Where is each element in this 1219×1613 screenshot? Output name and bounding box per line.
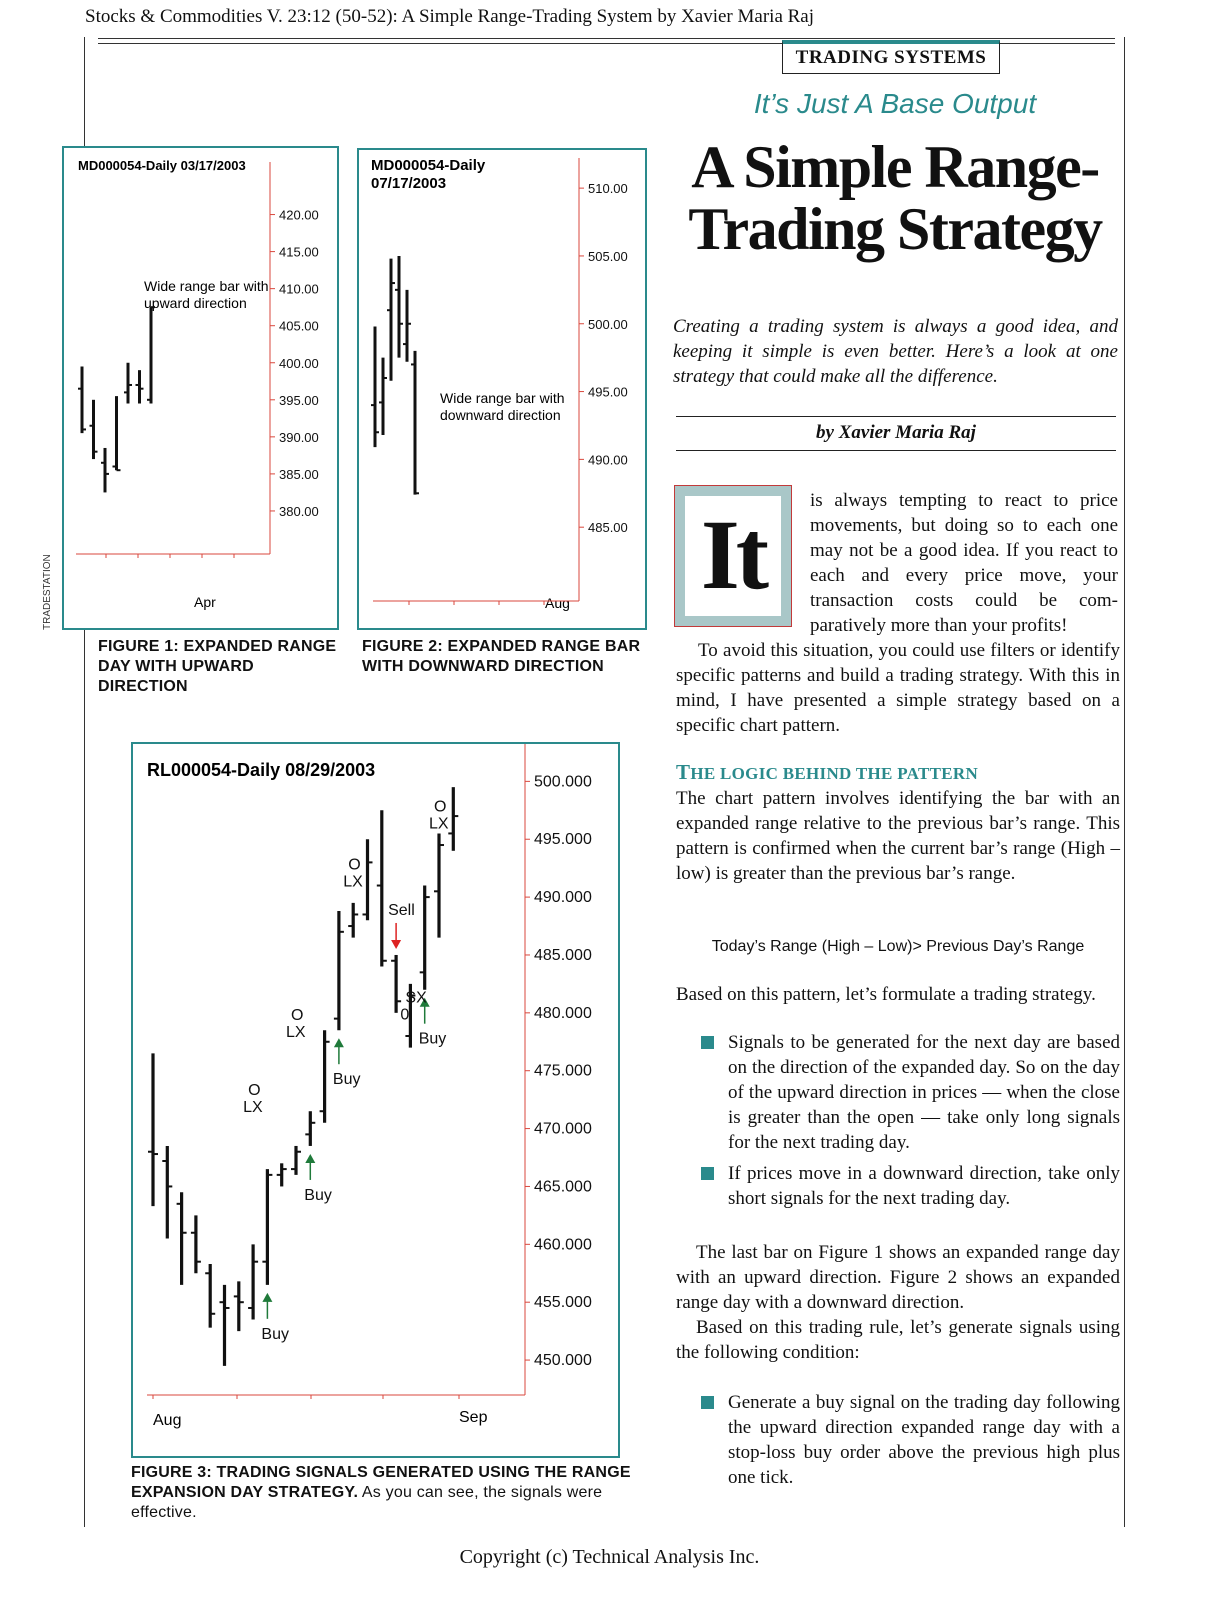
y-tick-label: 385.00 (279, 466, 319, 482)
y-tick-label: 505.00 (588, 248, 628, 264)
top-rule (98, 38, 1115, 39)
y-tick-label: 485.00 (588, 520, 628, 536)
y-tick-label: 415.00 (279, 244, 319, 260)
exit-label: LX (286, 1023, 306, 1041)
y-tick-label: 455.000 (534, 1294, 592, 1312)
copyright: Copyright (c) Technical Analysis Inc. (459, 1546, 760, 1568)
y-tick-label: 450.000 (534, 1352, 592, 1370)
y-tick-label: 475.000 (534, 1062, 592, 1080)
signal-label: Sell (388, 901, 415, 919)
list-item-text: If prices move in a downward direction, take only short signals for the next trading day. (728, 1163, 1120, 1209)
chart-annotation: Wide range bar with (144, 278, 269, 294)
figure-1-svg (64, 148, 337, 628)
y-tick-label: 395.00 (279, 392, 319, 408)
byline: by Xavier Maria Raj (816, 422, 976, 443)
exit-label: O (248, 1082, 261, 1100)
running-head: Stocks & Commodities V. 23:12 (50-52): A Simple Range-Trading System by Xavier Maria Raj (85, 6, 815, 27)
y-tick-label: 410.00 (279, 281, 319, 297)
y-tick-label: 495.00 (588, 384, 628, 400)
y-tick-label: 495.000 (534, 831, 592, 849)
drop-cap (674, 485, 792, 627)
list-item (676, 1390, 1120, 1490)
figure-1-caption: FIGURE 1: EXPANDED RANGE DAY WITH UPWARD DIRECTION (98, 638, 337, 695)
y-tick-label: 480.000 (534, 1004, 592, 1022)
intro-paragraph: is always tempting to react to price movements, but doing so to each one may not be a good idea. If you react to each and every price move, your transaction costs could be com-paratively more than your profits! (810, 490, 1118, 636)
buy-arrow-head-icon (334, 1038, 344, 1047)
square-bullet-icon (701, 1396, 714, 1409)
figure-2-caption: FIGURE 2: EXPANDED RANGE BAR WITH DOWNWARD DIRECTION (362, 638, 641, 675)
section-tag: TRADING SYSTEMS (782, 40, 1000, 74)
x-tick-label: Sep (459, 1409, 488, 1426)
signal-label: Buy (304, 1186, 332, 1204)
list-item-text: Generate a buy signal on the trading day following the upward direction expanded range day with a stop-loss buy order above the previous high plus one tick. (728, 1392, 1120, 1488)
byline-rule-bottom (676, 450, 1116, 451)
exit-label: LX (343, 873, 363, 891)
signal-label: Buy (261, 1325, 289, 1343)
price-bars (76, 162, 319, 558)
y-tick-label: 500.000 (534, 773, 592, 791)
y-tick-label: 485.000 (534, 946, 592, 964)
y-tick-label: 460.000 (534, 1236, 592, 1254)
x-tick-label: Apr (194, 594, 216, 610)
paragraph-line: The last bar on Figure 1 shows an expanded range day with an upward direction. Figure 2 shows an expanded range day with a downward direction. (676, 1242, 1120, 1313)
price-bars (147, 744, 592, 1399)
chart-annotation: upward direction (144, 295, 247, 311)
y-tick-label: 380.00 (279, 503, 319, 519)
figure-2-svg (359, 150, 645, 628)
exit-label: O (434, 798, 447, 816)
square-bullet-icon (701, 1036, 714, 1049)
section-heading-logic (676, 760, 978, 785)
figure-3-svg (133, 744, 618, 1456)
y-tick-label: 470.000 (534, 1120, 592, 1138)
title-line-1: A Simple Range- (691, 134, 1099, 200)
y-tick-label: 420.00 (279, 207, 319, 223)
figure-3-caption (131, 1463, 631, 1523)
exit-label: LX (429, 815, 449, 833)
y-tick-label: 465.000 (534, 1178, 592, 1196)
chart-annotation: Wide range bar with (440, 390, 565, 406)
chart-annotation: downward direction (440, 407, 561, 423)
exit-label: 0 (400, 1006, 410, 1024)
source-label: TRADESTATION (42, 554, 53, 630)
square-bullet-icon (701, 1167, 714, 1180)
signal-label: Buy (418, 1030, 447, 1048)
paragraph-line: Based on this trading rule, let’s generate signals using the following condition: (676, 1317, 1120, 1363)
logic-paragraph: The chart pattern involves identifying the bar with an expanded range relative to the previous bar’s range. This pattern is confirmed when the current bar’s range (High – low) is greater than the previous bar’s range. (676, 788, 1120, 884)
list-item (676, 1161, 1120, 1211)
deck: Creating a trading system is always a good idea, and keeping it simple is even better. Here’s a look at one strategy that could make all the difference. (673, 316, 1118, 387)
intro-paragraph-2: To avoid this situation, you could use filters or identify specific patterns and build a trading strategy. With this in mind, I have presented a simple strategy based on a specific chart pattern. (676, 640, 1120, 736)
y-tick-label: 500.00 (588, 316, 628, 332)
drop-cap-letters: It (685, 496, 781, 616)
list-item-text: Signals to be generated for the next day are based on the direction of the expanded day. So on the day of the upward direction in prices — when the close is greater than the open — take only long signals for the next trading day. (728, 1032, 1120, 1153)
range-formula: Today’s Range (High – Low)> Previous Day’s Range (711, 938, 1085, 955)
figure-2-chart (357, 148, 647, 630)
kicker: It’s Just A Base Output (753, 88, 1037, 119)
chart-title: MD000054-Daily 03/17/2003 (78, 158, 246, 173)
y-tick-label: 400.00 (279, 355, 319, 371)
figure-3-chart (131, 742, 620, 1458)
caption-normal: As you can see, the signals were effective. (131, 1484, 603, 1521)
rules-list (676, 1030, 1120, 1217)
caption-bold: FIGURE 3: TRADING SIGNALS GENERATED USING THE RANGE EXPANSION DAY STRATEGY. (131, 1464, 631, 1501)
figure-1-chart (62, 146, 339, 630)
condition-list (676, 1390, 1120, 1496)
heading-initial: T (676, 760, 691, 784)
list-item (676, 1030, 1120, 1155)
y-tick-label: 405.00 (279, 318, 319, 334)
exit-label: O (291, 1006, 304, 1024)
y-tick-label: 390.00 (279, 429, 319, 445)
x-tick-label: Aug (545, 595, 570, 611)
y-tick-label: 510.00 (588, 181, 628, 197)
chart-title: RL000054-Daily 08/29/2003 (147, 760, 376, 780)
x-tick-label: Aug (153, 1412, 182, 1429)
figure-reference-paragraph (676, 1240, 1120, 1365)
y-tick-label: 490.000 (534, 889, 592, 907)
signal-label: Buy (332, 1071, 361, 1089)
exit-label: O (348, 856, 361, 874)
exit-label: LX (243, 1099, 263, 1117)
sell-arrow-head-icon (391, 940, 401, 949)
article-title (670, 136, 1120, 260)
title-line-2: Trading Strategy (688, 196, 1102, 262)
byline-rule-top (676, 416, 1116, 417)
chart-title: 07/17/2003 (371, 175, 447, 192)
buy-arrow-head-icon (262, 1293, 272, 1302)
right-margin-rule (1124, 37, 1125, 1527)
chart-title: MD000054-Daily (371, 157, 486, 174)
heading-rest: HE LOGIC BEHIND THE PATTERN (690, 764, 979, 783)
buy-arrow-head-icon (305, 1154, 315, 1163)
formulate-paragraph: Based on this pattern, let’s formulate a trading strategy. (676, 984, 1096, 1005)
y-tick-label: 490.00 (588, 452, 628, 468)
exit-label: SX (405, 989, 427, 1007)
price-bars (371, 158, 628, 605)
